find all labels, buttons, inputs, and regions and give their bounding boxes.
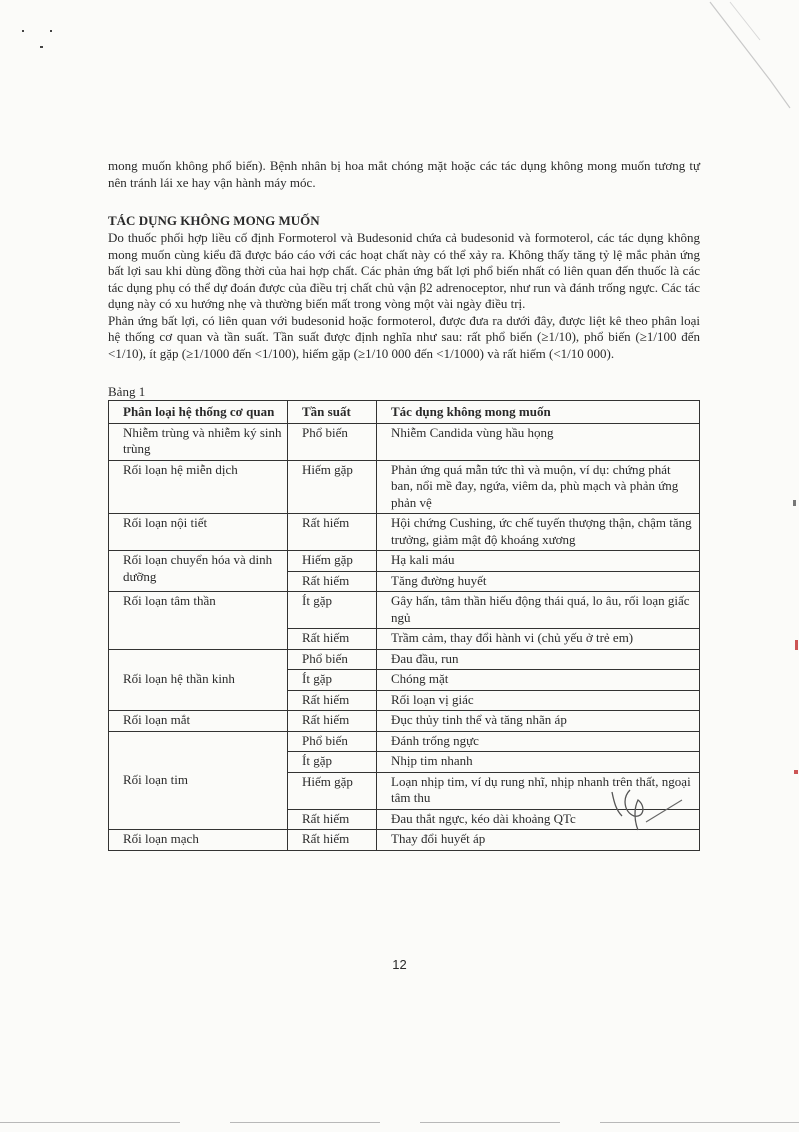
scan-edge-line (0, 1122, 180, 1123)
cell-frequency: Hiếm gặp (288, 551, 377, 572)
cell-system: Rối loạn nội tiết (109, 514, 288, 551)
scan-corner-fold (700, 0, 799, 110)
cell-effect: Hạ kali máu (377, 551, 700, 572)
cell-frequency: Ít gặp (288, 752, 377, 773)
scan-speck (794, 770, 798, 774)
cell-effect: Chóng mặt (377, 670, 700, 691)
cell-frequency: Phổ biến (288, 423, 377, 460)
cell-frequency: Hiếm gặp (288, 460, 377, 514)
table-row (109, 592, 700, 629)
header-system: Phân loại hệ thống cơ quan (109, 401, 288, 424)
handwritten-initials (600, 786, 690, 836)
cell-effect: Nhịp tim nhanh (377, 752, 700, 773)
cell-effect: Thay đổi huyết áp (377, 830, 700, 851)
cell-effect: Đau thắt ngực, kéo dài khoảng QTc (377, 809, 700, 830)
scan-speck (793, 500, 796, 506)
header-effect: Tác dụng không mong muốn (377, 401, 700, 424)
cell-effect: Gây hấn, tâm thần hiếu động thái quá, lo âu, rối loạn giấc ngủ (377, 592, 700, 629)
cell-effect: Trầm cảm, thay đổi hành vi (chủ yếu ở trẻ em) (377, 629, 700, 650)
cell-frequency: Hiếm gặp (288, 772, 377, 809)
cell-effect: Tăng đường huyết (377, 571, 700, 592)
cell-effect: Nhiễm Candida vùng hầu họng (377, 423, 700, 460)
cell-frequency: Rất hiếm (288, 690, 377, 711)
table-row (109, 460, 700, 514)
scan-edge-line (600, 1122, 799, 1123)
scan-speck (795, 640, 798, 650)
scan-speck (40, 46, 43, 48)
cell-system: Rối loạn tim (109, 731, 288, 830)
cell-effect: Phản ứng quá mẫn tức thì và muộn, ví dụ: chứng phát ban, nổi mề đay, ngứa, viêm da, phù mạch và phản ứng phản vệ (377, 460, 700, 514)
table-row (109, 711, 700, 732)
table-row (109, 731, 700, 752)
cell-system: Rối loạn tâm thần (109, 592, 288, 650)
cell-effect: Loạn nhịp tim, ví dụ rung nhĩ, nhịp nhanh trên thất, ngoại tâm thu (377, 772, 700, 809)
table-row (109, 423, 700, 460)
body-paragraph-2: Phản ứng bất lợi, có liên quan với budesonid hoặc formoterol, được đưa ra dưới đây, được liệt kê theo phân loại hệ thống cơ quan và tần suất. Tần suất được định nghĩa như sau: rất phổ biến (≥1/10), phổ biến (≥1/100 đến <1/10), ít gặp (≥1/1000 đến <1/100), hiếm gặp (≥1/10 000 đến <1/1000) và rất hiếm (<1/10 000). (108, 312, 700, 361)
cell-frequency: Phổ biến (288, 649, 377, 670)
table-row (109, 551, 700, 572)
table-header-row (109, 401, 700, 424)
cell-frequency: Rất hiếm (288, 514, 377, 551)
cell-system: Rối loạn hệ thần kinh (109, 649, 288, 711)
cell-frequency: Ít gặp (288, 592, 377, 629)
cell-frequency: Ít gặp (288, 670, 377, 691)
body-paragraph-1: Do thuốc phối hợp liều cố định Formoterol và Budesonid chứa cả budesonid và formoterol, các tác dụng không mong muốn cùng kiểu đã được báo cáo với các hoạt chất này có thể xảy ra. Không thấy tăng tỷ lệ mắc phản ứng bất lợi sau khi dùng đồng thời của hai hợp chất. Các phản ứng bất lợi phổ biến nhất có liên quan đến thuốc là các tác dụng phụ có thể dự đoán được của điều trị chất chủ vận β2 adrenoceptor, như run và đánh trống ngực. Các tác dụng này có xu hướng nhẹ và thường biến mất trong vòng một vài ngày điều trị. (108, 230, 700, 311)
scan-edge-line (420, 1122, 560, 1123)
cell-frequency: Rất hiếm (288, 809, 377, 830)
cell-frequency: Rất hiếm (288, 571, 377, 592)
cell-system: Rối loạn mắt (109, 711, 288, 732)
table-row (109, 514, 700, 551)
cell-system: Rối loạn mạch (109, 830, 288, 851)
cell-effect: Hội chứng Cushing, ức chế tuyến thượng thận, chậm tăng trưởng, giảm mật độ khoáng xương (377, 514, 700, 551)
adverse-effects-table (108, 400, 700, 851)
cell-system: Rối loạn chuyển hóa và dinh dưỡng (109, 551, 288, 592)
scan-edge-line (230, 1122, 380, 1123)
page-content (108, 158, 700, 851)
cell-frequency: Rất hiếm (288, 711, 377, 732)
cell-effect: Đục thủy tinh thể và tăng nhãn áp (377, 711, 700, 732)
scan-speck (22, 30, 24, 32)
page-number: 12 (392, 957, 407, 972)
cell-system: Nhiễm trùng và nhiễm ký sinh trùng (109, 423, 288, 460)
cell-frequency: Phổ biến (288, 731, 377, 752)
table-caption: Bảng 1 (108, 384, 146, 399)
header-frequency: Tần suất (288, 401, 377, 424)
scan-speck (50, 30, 52, 32)
cell-effect: Đau đầu, run (377, 649, 700, 670)
table-row (109, 649, 700, 670)
cell-system: Rối loạn hệ miễn dịch (109, 460, 288, 514)
cell-effect: Rối loạn vị giác (377, 690, 700, 711)
cell-effect: Đánh trống ngực (377, 731, 700, 752)
section-heading: TÁC DỤNG KHÔNG MONG MUỐN (108, 213, 320, 228)
intro-paragraph: mong muốn không phổ biến). Bệnh nhân bị hoa mắt chóng mặt hoặc các tác dụng không mong muốn tương tự nên tránh lái xe hay vận hành máy móc. (108, 158, 700, 190)
cell-frequency: Rất hiếm (288, 830, 377, 851)
cell-frequency: Rất hiếm (288, 629, 377, 650)
